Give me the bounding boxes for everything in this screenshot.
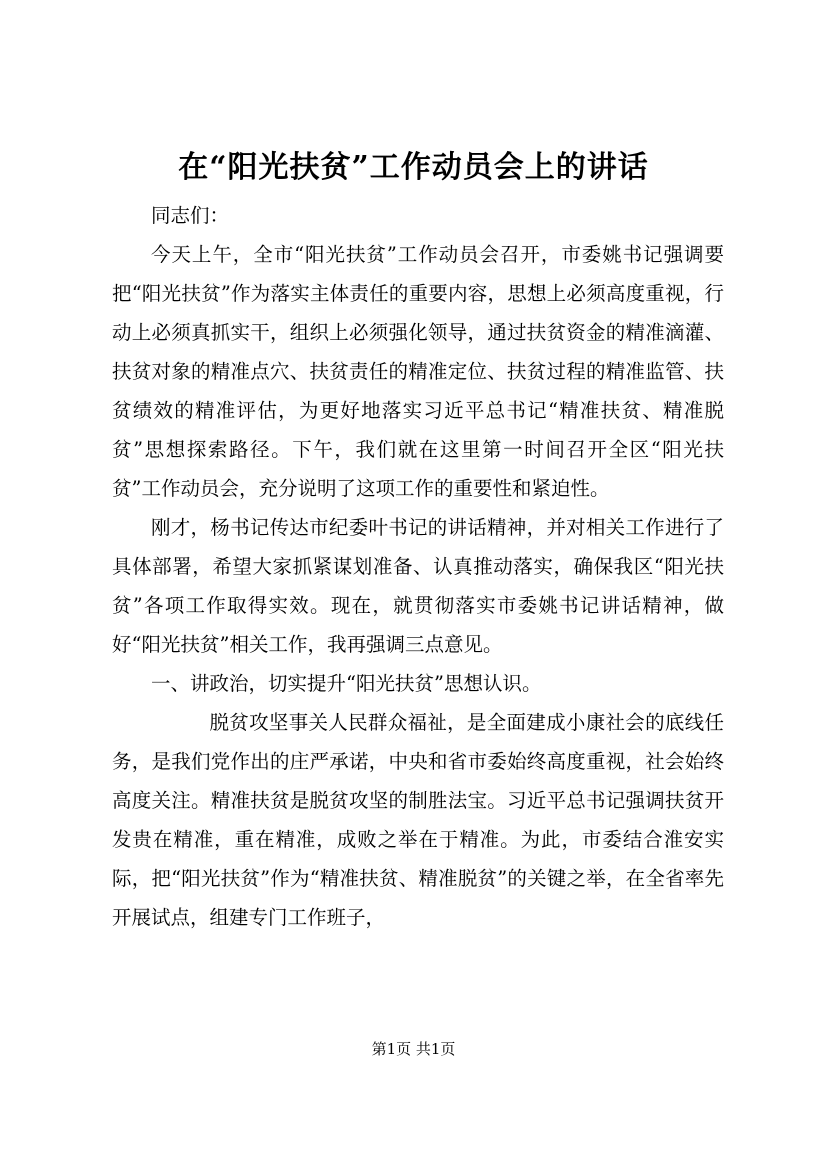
section-heading-1: 一、讲政治，切实提升“阳光扶贫”思想认识。 xyxy=(151,672,542,695)
document-title: 在“阳光扶贫”工作动员会上的讲话 xyxy=(178,150,649,185)
document-body xyxy=(112,196,724,937)
paragraph-2: 刚才，杨书记传达市纪委叶书记的讲话精神，并对相关工作进行了具体部署，希望大家抓紧谋划准备、认真推动落实，确保我区“阳光扶贫”各项工作取得实效。现在，就贯彻落实市委姚书记讲话精神，做好“阳光扶贫”相关工作，我再强调三点意见。 xyxy=(112,516,724,656)
paragraph-1: 今天上午，全市“阳光扶贫”工作动员会召开，市委姚书记强调要把“阳光扶贫”作为落实主体责任的重要内容，思想上必须高度重视，行动上必须真抓实干，组织上必须强化领导，通过扶贫资金的精准滴灌、扶贫对象的精准点穴、扶贫责任的精准定位、扶贫过程的精准监管、扶贫绩效的精准评估，为更好地落实习近平总书记“精准扶贫、精准脱贫”思想探索路径。下午，我们就在这里第一时间召开全区“阳光扶贫”工作动员会，充分说明了这项工作的重要性和紧迫性。 xyxy=(112,243,724,500)
paragraph-3: 脱贫攻坚事关人民群众福祉，是全面建成小康社会的底线任务，是我们党作出的庄严承诺，中央和省市委始终高度重视，社会始终高度关注。精准扶贫是脱贫攻坚的制胜法宝。习近平总书记强调扶贫开发贵在精准，重在精准，成败之举在于精准。为此，市委结合淮安实际，把“阳光扶贫”作为“精准扶贫、精准脱贫”的关键之举，在全省率先开展试点，组建专门工作班子， xyxy=(112,711,724,929)
salutation: 同志们： xyxy=(151,204,230,227)
page-number-footer: 第1页 共1页 xyxy=(371,1040,456,1058)
